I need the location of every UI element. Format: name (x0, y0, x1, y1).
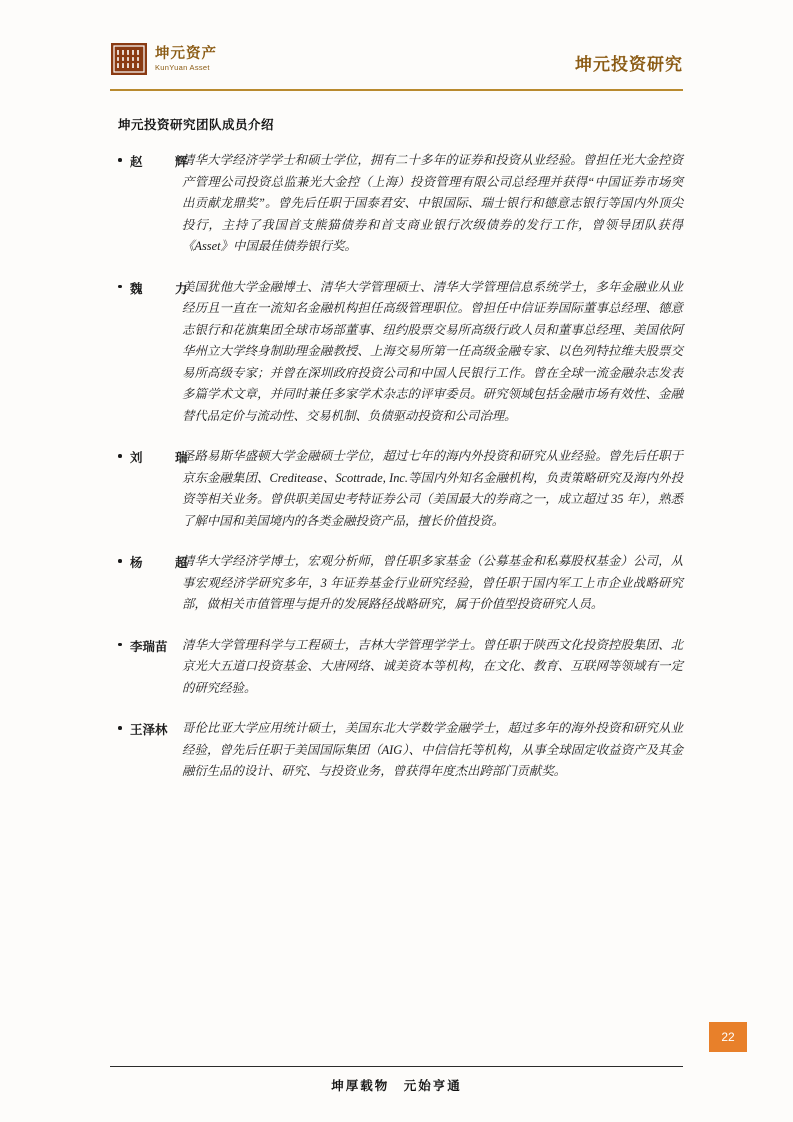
brand-name-cn: 坤元资产 (155, 45, 217, 62)
member-name: 李瑞苗 (130, 639, 168, 654)
member-name: 魏 力 (130, 281, 198, 296)
brand-logo (110, 42, 217, 76)
member-bio: 清华大学经济学学士和硕士学位，拥有二十多年的证券和投资从业经验。曾担任光大金控资产管理公司投资总监兼光大金控（上海）投资管理有限公司总经理并获得“中国证券市场突出贡献龙鼎奖”。曾先后任职于国泰君安、中银国际、瑞士银行和德意志银行等国内外顶尖投行，主持了我国首支熊猫债券和首支商业银行次级债券的发行工作，曾领导团队获得《Asset》中国最佳债券银行奖。 (182, 153, 683, 253)
member-bio: 清华大学经济学博士，宏观分析师，曾任职多家基金（公募基金和私募股权基金）公司，从事宏观经济学研究多年，3 年证券基金行业研究经验，曾任职于国内军工上市企业战略研究部，做相关市值管理与提升的发展路径战略研究，属于价值型投资研究人员。 (182, 554, 683, 611)
brand-name-en: KunYuan Asset (155, 63, 210, 72)
member-bio: 清华大学管理科学与工程硕士，吉林大学管理学学士。曾任职于陕西文化投资控股集团、北京光大五道口投资基金、大唐网络、诚美资本等机构，在文化、教育、互联网等领域有一定的研究经验。 (182, 637, 683, 695)
member-name: 赵 辉 (130, 155, 198, 169)
page-header (110, 42, 683, 94)
section-title: 坤元投资研究团队成员介绍 (118, 118, 275, 132)
list-item (118, 446, 683, 532)
member-name: 王泽林 (130, 723, 168, 737)
member-bio: 哥伦比亚大学应用统计硕士，美国东北大学数学金融学士，超过多年的海外投资和研究从业经验，曾先后任职于美国国际集团（AIG）、中信信托等机构，从事全球固定收益资产及其金融衍生品的设计、研究、与投资业务，曾获得年度杰出跨部门贡献奖。 (182, 721, 683, 778)
team-member-list (118, 150, 683, 802)
header-title: 坤元投资研究 (575, 55, 683, 74)
footer-divider (110, 1066, 683, 1068)
list-item (118, 718, 683, 783)
list-item (118, 277, 683, 428)
brand-text (155, 47, 217, 72)
list-item (118, 551, 683, 616)
header-divider (110, 89, 683, 91)
list-item (118, 635, 683, 700)
page-number-badge: 22 (709, 1022, 747, 1052)
kunyuan-seal-logo-icon (110, 42, 148, 76)
member-bio: 美国犹他大学金融博士、清华大学管理硕士、清华大学管理信息系统学士，多年金融业从业经历且一直在一流知名金融机构担任高级管理职位。曾担任中信证券国际董事总经理、德意志银行和花旗集团全球市场部董事、纽约股票交易所高级行政人员和董事总经理、美国依阿华州立大学终身制助理金融教授、上海交易所第一任高级金融专家、以色列特拉维夫股票交易所高级专家；并曾在深圳政府投资公司和中国人民银行工作。曾在全球一流金融杂志发表多篇学术文章，并同时兼任多家学术杂志的评审委员。研究领域包括金融市场有效性、金融替代品定价与流动性、交易机制、负债驱动投资和公司治理。 (182, 279, 683, 423)
footer-slogan: 坤厚载物 元始亨通 (331, 1079, 462, 1093)
member-name: 刘 瑞 (130, 451, 198, 465)
member-name: 杨 超 (130, 556, 198, 570)
member-bio: 圣路易斯华盛顿大学金融硕士学位，超过七年的海内外投资和研究从业经验。曾先后任职于京东金融集团、Creditease、Scottrade, Inc.等国内外知名金融机构，负责策略研究及海内外投资等相关业务。曾供职美国史考特证券公司（美国最大的券商之一，成立超过 35 年），熟悉了解中国和美国境内的各类金融投资产品，擅长价值投资。 (182, 449, 683, 528)
list-item (118, 150, 683, 258)
